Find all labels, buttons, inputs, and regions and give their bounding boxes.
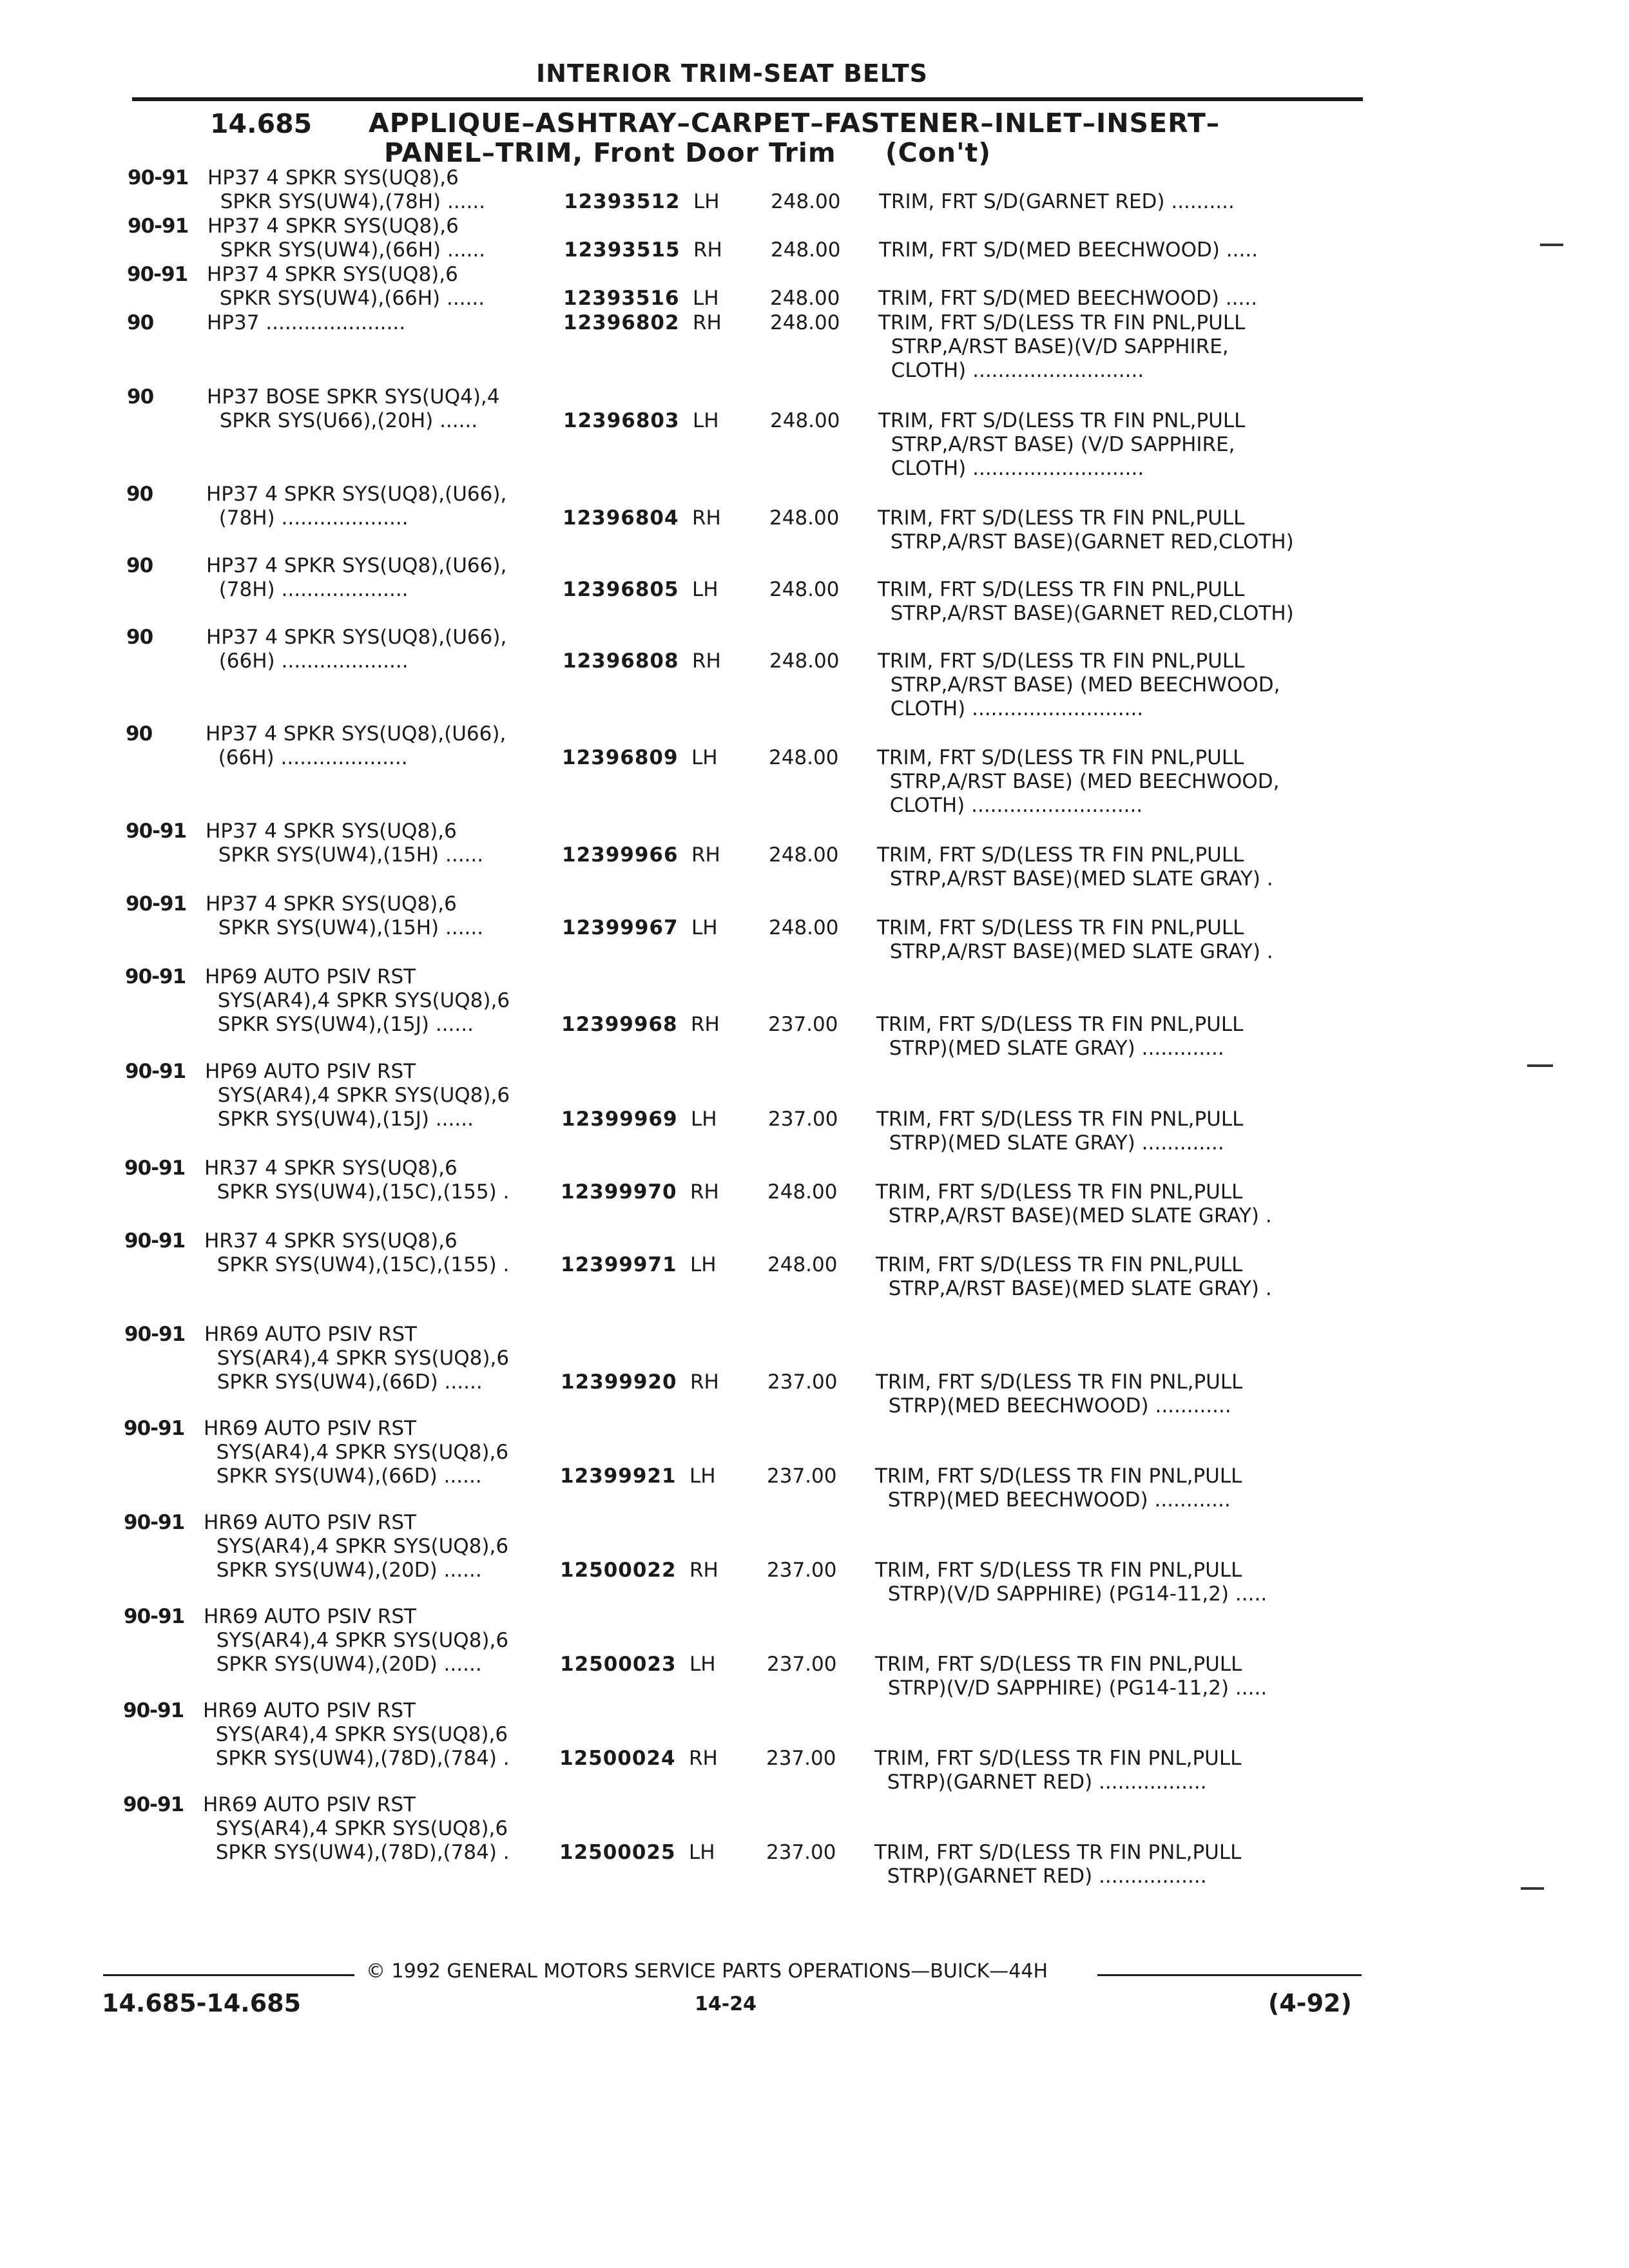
model-year: 90-91 (125, 1060, 186, 1083)
list-price: 248.00 (769, 578, 840, 601)
part-number: 12393516 (563, 287, 680, 310)
part-number: 12399966 (562, 843, 679, 867)
part-description: TRIM, FRT S/D(LESS TR FIN PNL,PULL STRP)(GARNET RED) ................. (874, 1841, 1242, 1888)
model-description: HP37 4 SPKR SYS(UQ8),6 SPKR SYS(UW4),(66H) ...... (207, 215, 486, 262)
list-price: 237.00 (768, 1013, 838, 1036)
part-number: 12500023 (560, 1653, 677, 1676)
model-year: 90-91 (123, 1699, 184, 1722)
side-code: RH (689, 1559, 718, 1582)
side-code: RH (693, 238, 722, 262)
side-code: RH (690, 1370, 719, 1394)
part-number: 12399968 (561, 1013, 678, 1036)
part-description: TRIM, FRT S/D(LESS TR FIN PNL,PULL STRP,A/RST BASE)(GARNET RED,CLOTH) (878, 506, 1294, 553)
side-code: LH (690, 1253, 717, 1276)
model-description: HP37 4 SPKR SYS(UQ8),(U66), (78H) .................... (206, 554, 507, 601)
model-description: HP37 4 SPKR SYS(UQ8),(U66), (66H) .................... (206, 626, 507, 673)
part-description: TRIM, FRT S/D(LESS TR FIN PNL,PULL STRP)(MED BEECHWOOD) ............ (875, 1465, 1242, 1512)
part-description: TRIM, FRT S/D(LESS TR FIN PNL,PULL STRP,A/RST BASE) (V/D SAPPHIRE, CLOTH) ........................... (878, 409, 1246, 480)
model-year: 90-91 (128, 215, 189, 238)
model-description: HP37 4 SPKR SYS(UQ8),6 SPKR SYS(UW4),(66H) ...... (207, 263, 485, 310)
margin-mark (1527, 1064, 1553, 1067)
part-number: 12396805 (563, 578, 679, 601)
model-year: 90 (127, 385, 154, 408)
model-year: 90-91 (124, 1605, 185, 1628)
side-code: LH (691, 1108, 717, 1131)
part-description: TRIM, FRT S/D(LESS TR FIN PNL,PULL STRP,A/RST BASE)(V/D SAPPHIRE, CLOTH) ........................... (878, 311, 1246, 382)
part-description: TRIM, FRT S/D(LESS TR FIN PNL,PULL STRP,A/RST BASE) (MED BEECHWOOD, CLOTH) ........................... (878, 649, 1280, 720)
part-description: TRIM, FRT S/D(LESS TR FIN PNL,PULL STRP,A/RST BASE)(MED SLATE GRAY) . (877, 916, 1273, 963)
model-year: 90-91 (126, 820, 187, 843)
list-price: 248.00 (767, 1180, 838, 1204)
model-description: HR69 AUTO PSIV RST SYS(AR4),4 SPKR SYS(UQ8),6 SPKR SYS(UW4),(20D) ...... (204, 1511, 509, 1582)
model-description: HR37 4 SPKR SYS(UQ8),6 SPKR SYS(UW4),(15C),(155) . (204, 1229, 510, 1276)
model-description: HR69 AUTO PSIV RST SYS(AR4),4 SPKR SYS(UQ8),6 SPKR SYS(UW4),(78D),(784) . (203, 1699, 510, 1770)
model-description: HR69 AUTO PSIV RST SYS(AR4),4 SPKR SYS(UQ8),6 SPKR SYS(UW4),(66D) ...... (204, 1417, 509, 1488)
part-number: 12399920 (561, 1370, 677, 1394)
list-price: 237.00 (767, 1465, 837, 1488)
part-number: 12399970 (561, 1180, 677, 1204)
footer-rule-right (1097, 1974, 1362, 1976)
model-year: 90 (127, 311, 154, 334)
side-code: LH (693, 409, 719, 432)
part-description: TRIM, FRT S/D(LESS TR FIN PNL,PULL STRP,A/RST BASE)(GARNET RED,CLOTH) (878, 578, 1294, 625)
model-description: HP37 4 SPKR SYS(UQ8),6 SPKR SYS(UW4),(15H) ...... (206, 820, 484, 867)
model-year: 90 (126, 626, 153, 649)
list-price: 248.00 (770, 311, 840, 334)
side-code: RH (693, 311, 722, 334)
list-price: 237.00 (767, 1370, 838, 1394)
model-year: 90-91 (124, 1229, 186, 1253)
model-year: 90 (126, 554, 153, 577)
part-number: 12396809 (562, 746, 679, 769)
part-number: 12500025 (559, 1841, 676, 1864)
footer-rule-left (103, 1974, 354, 1976)
model-description: HP37 4 SPKR SYS(UQ8),(U66), (78H) .................... (206, 483, 507, 530)
side-code: LH (693, 190, 720, 213)
part-number: 12500022 (560, 1559, 677, 1582)
part-number: 12396804 (563, 506, 679, 530)
part-description: TRIM, FRT S/D(LESS TR FIN PNL,PULL STRP)(V/D SAPPHIRE) (PG14-11,2) ..... (875, 1653, 1268, 1700)
model-year: 90-91 (123, 1793, 184, 1816)
model-description: HP37 BOSE SPKR SYS(UQ4),4 SPKR SYS(U66),(20H) ...... (207, 385, 500, 432)
part-description: TRIM, FRT S/D(MED BEECHWOOD) ..... (879, 238, 1258, 262)
part-number: 12500024 (559, 1747, 676, 1770)
side-code: LH (691, 916, 718, 939)
list-price: 248.00 (771, 238, 841, 262)
page-header-title: INTERIOR TRIM-SEAT BELTS (536, 59, 928, 88)
list-price: 237.00 (766, 1841, 836, 1864)
model-description: HP37 4 SPKR SYS(UQ8),6 SPKR SYS(UW4),(15H) ...... (206, 892, 484, 939)
list-price: 248.00 (767, 1253, 838, 1276)
side-code: LH (689, 1841, 715, 1864)
part-description: TRIM, FRT S/D(MED BEECHWOOD) ..... (878, 287, 1258, 310)
side-code: RH (691, 843, 720, 867)
header-rule (132, 97, 1363, 101)
list-price: 248.00 (769, 746, 839, 769)
part-number: 12396802 (563, 311, 680, 334)
list-price: 248.00 (770, 287, 840, 310)
model-description: HR69 AUTO PSIV RST SYS(AR4),4 SPKR SYS(UQ8),6 SPKR SYS(UW4),(20D) ...... (204, 1605, 509, 1676)
part-number: 12393515 (564, 238, 680, 262)
part-description: TRIM, FRT S/D(LESS TR FIN PNL,PULL STRP)(MED BEECHWOOD) ............ (876, 1370, 1243, 1418)
part-number: 12393512 (564, 190, 680, 213)
model-description: HP37 4 SPKR SYS(UQ8),6 SPKR SYS(UW4),(78H) ...... (207, 166, 486, 213)
margin-mark (1521, 1887, 1544, 1890)
model-description: HR69 AUTO PSIV RST SYS(AR4),4 SPKR SYS(UQ8),6 SPKR SYS(UW4),(66D) ...... (204, 1323, 510, 1394)
footer-copyright: © 1992 GENERAL MOTORS SERVICE PARTS OPERATIONS—BUICK—44H (366, 1960, 1048, 1983)
section-title-line1: APPLIQUE–ASHTRAY–CARPET–FASTENER–INLET–INSERT– (369, 108, 1220, 139)
model-year: 90-91 (126, 892, 187, 916)
footer-page-number: 14-24 (695, 1993, 757, 2015)
side-code: LH (689, 1465, 716, 1488)
model-year: 90-91 (125, 965, 186, 988)
side-code: RH (692, 506, 721, 530)
model-description: HP69 AUTO PSIV RST SYS(AR4),4 SPKR SYS(UQ8),6 SPKR SYS(UW4),(15J) ...... (205, 1060, 510, 1131)
list-price: 248.00 (770, 409, 840, 432)
side-code: LH (689, 1653, 716, 1676)
model-year: 90 (126, 483, 153, 506)
part-description: TRIM, FRT S/D(LESS TR FIN PNL,PULL STRP)(GARNET RED) ................. (874, 1747, 1242, 1794)
list-price: 237.00 (767, 1559, 837, 1582)
model-description: HP69 AUTO PSIV RST SYS(AR4),4 SPKR SYS(UQ8),6 SPKR SYS(UW4),(15J) ...... (205, 965, 510, 1036)
part-number: 12396803 (563, 409, 680, 432)
model-year: 90 (126, 722, 153, 745)
list-price: 248.00 (769, 649, 840, 673)
list-price: 237.00 (767, 1653, 837, 1676)
model-year: 90-91 (124, 1511, 185, 1534)
list-price: 237.00 (766, 1747, 836, 1770)
part-number: 12399967 (562, 916, 679, 939)
section-number: 14.685 (210, 108, 313, 139)
section-title-line2: PANEL–TRIM, Front Door Trim (Con't) (384, 137, 992, 168)
part-description: TRIM, FRT S/D(LESS TR FIN PNL,PULL STRP)(MED SLATE GRAY) ............. (876, 1108, 1244, 1155)
model-description: HR69 AUTO PSIV RST SYS(AR4),4 SPKR SYS(UQ8),6 SPKR SYS(UW4),(78D),(784) . (203, 1793, 510, 1864)
part-number: 12399921 (560, 1465, 677, 1488)
list-price: 237.00 (768, 1108, 838, 1131)
section-title (369, 108, 1220, 168)
part-description: TRIM, FRT S/D(LESS TR FIN PNL,PULL STRP,A/RST BASE)(MED SLATE GRAY) . (876, 1180, 1272, 1227)
model-description: HP37 4 SPKR SYS(UQ8),(U66), (66H) .................... (206, 722, 506, 769)
side-code: RH (690, 1180, 719, 1204)
side-code: LH (693, 287, 719, 310)
side-code: RH (691, 1013, 720, 1036)
model-description: HR37 4 SPKR SYS(UQ8),6 SPKR SYS(UW4),(15C),(155) . (204, 1157, 510, 1204)
part-description: TRIM, FRT S/D(LESS TR FIN PNL,PULL STRP,A/RST BASE) (MED BEECHWOOD, CLOTH) ........................... (877, 746, 1280, 817)
footer-date: (4-92) (1268, 1989, 1352, 2017)
model-year: 90-91 (127, 263, 188, 286)
side-code: RH (689, 1747, 718, 1770)
part-description: TRIM, FRT S/D(LESS TR FIN PNL,PULL STRP)(V/D SAPPHIRE) (PG14-11,2) ..... (875, 1559, 1268, 1606)
part-description: TRIM, FRT S/D(LESS TR FIN PNL,PULL STRP)(MED SLATE GRAY) ............. (876, 1013, 1244, 1060)
model-description: HP37 ...................... (207, 311, 406, 334)
model-year: 90-91 (128, 166, 189, 189)
list-price: 248.00 (769, 506, 840, 530)
side-code: LH (691, 746, 718, 769)
part-number: 12399971 (561, 1253, 677, 1276)
part-description: TRIM, FRT S/D(GARNET RED) .......... (879, 190, 1235, 213)
part-number: 12396808 (563, 649, 679, 673)
footer-section-range: 14.685-14.685 (102, 1989, 302, 2017)
model-year: 90-91 (124, 1323, 186, 1346)
side-code: LH (692, 578, 718, 601)
model-year: 90-91 (124, 1417, 185, 1440)
part-description: TRIM, FRT S/D(LESS TR FIN PNL,PULL STRP,A/RST BASE)(MED SLATE GRAY) . (876, 1253, 1272, 1300)
model-year: 90-91 (124, 1157, 186, 1180)
part-description: TRIM, FRT S/D(LESS TR FIN PNL,PULL STRP,A/RST BASE)(MED SLATE GRAY) . (877, 843, 1273, 890)
list-price: 248.00 (771, 190, 841, 213)
list-price: 248.00 (769, 843, 839, 867)
margin-mark (1540, 244, 1563, 246)
list-price: 248.00 (769, 916, 839, 939)
side-code: RH (692, 649, 721, 673)
part-number: 12399969 (561, 1108, 678, 1131)
